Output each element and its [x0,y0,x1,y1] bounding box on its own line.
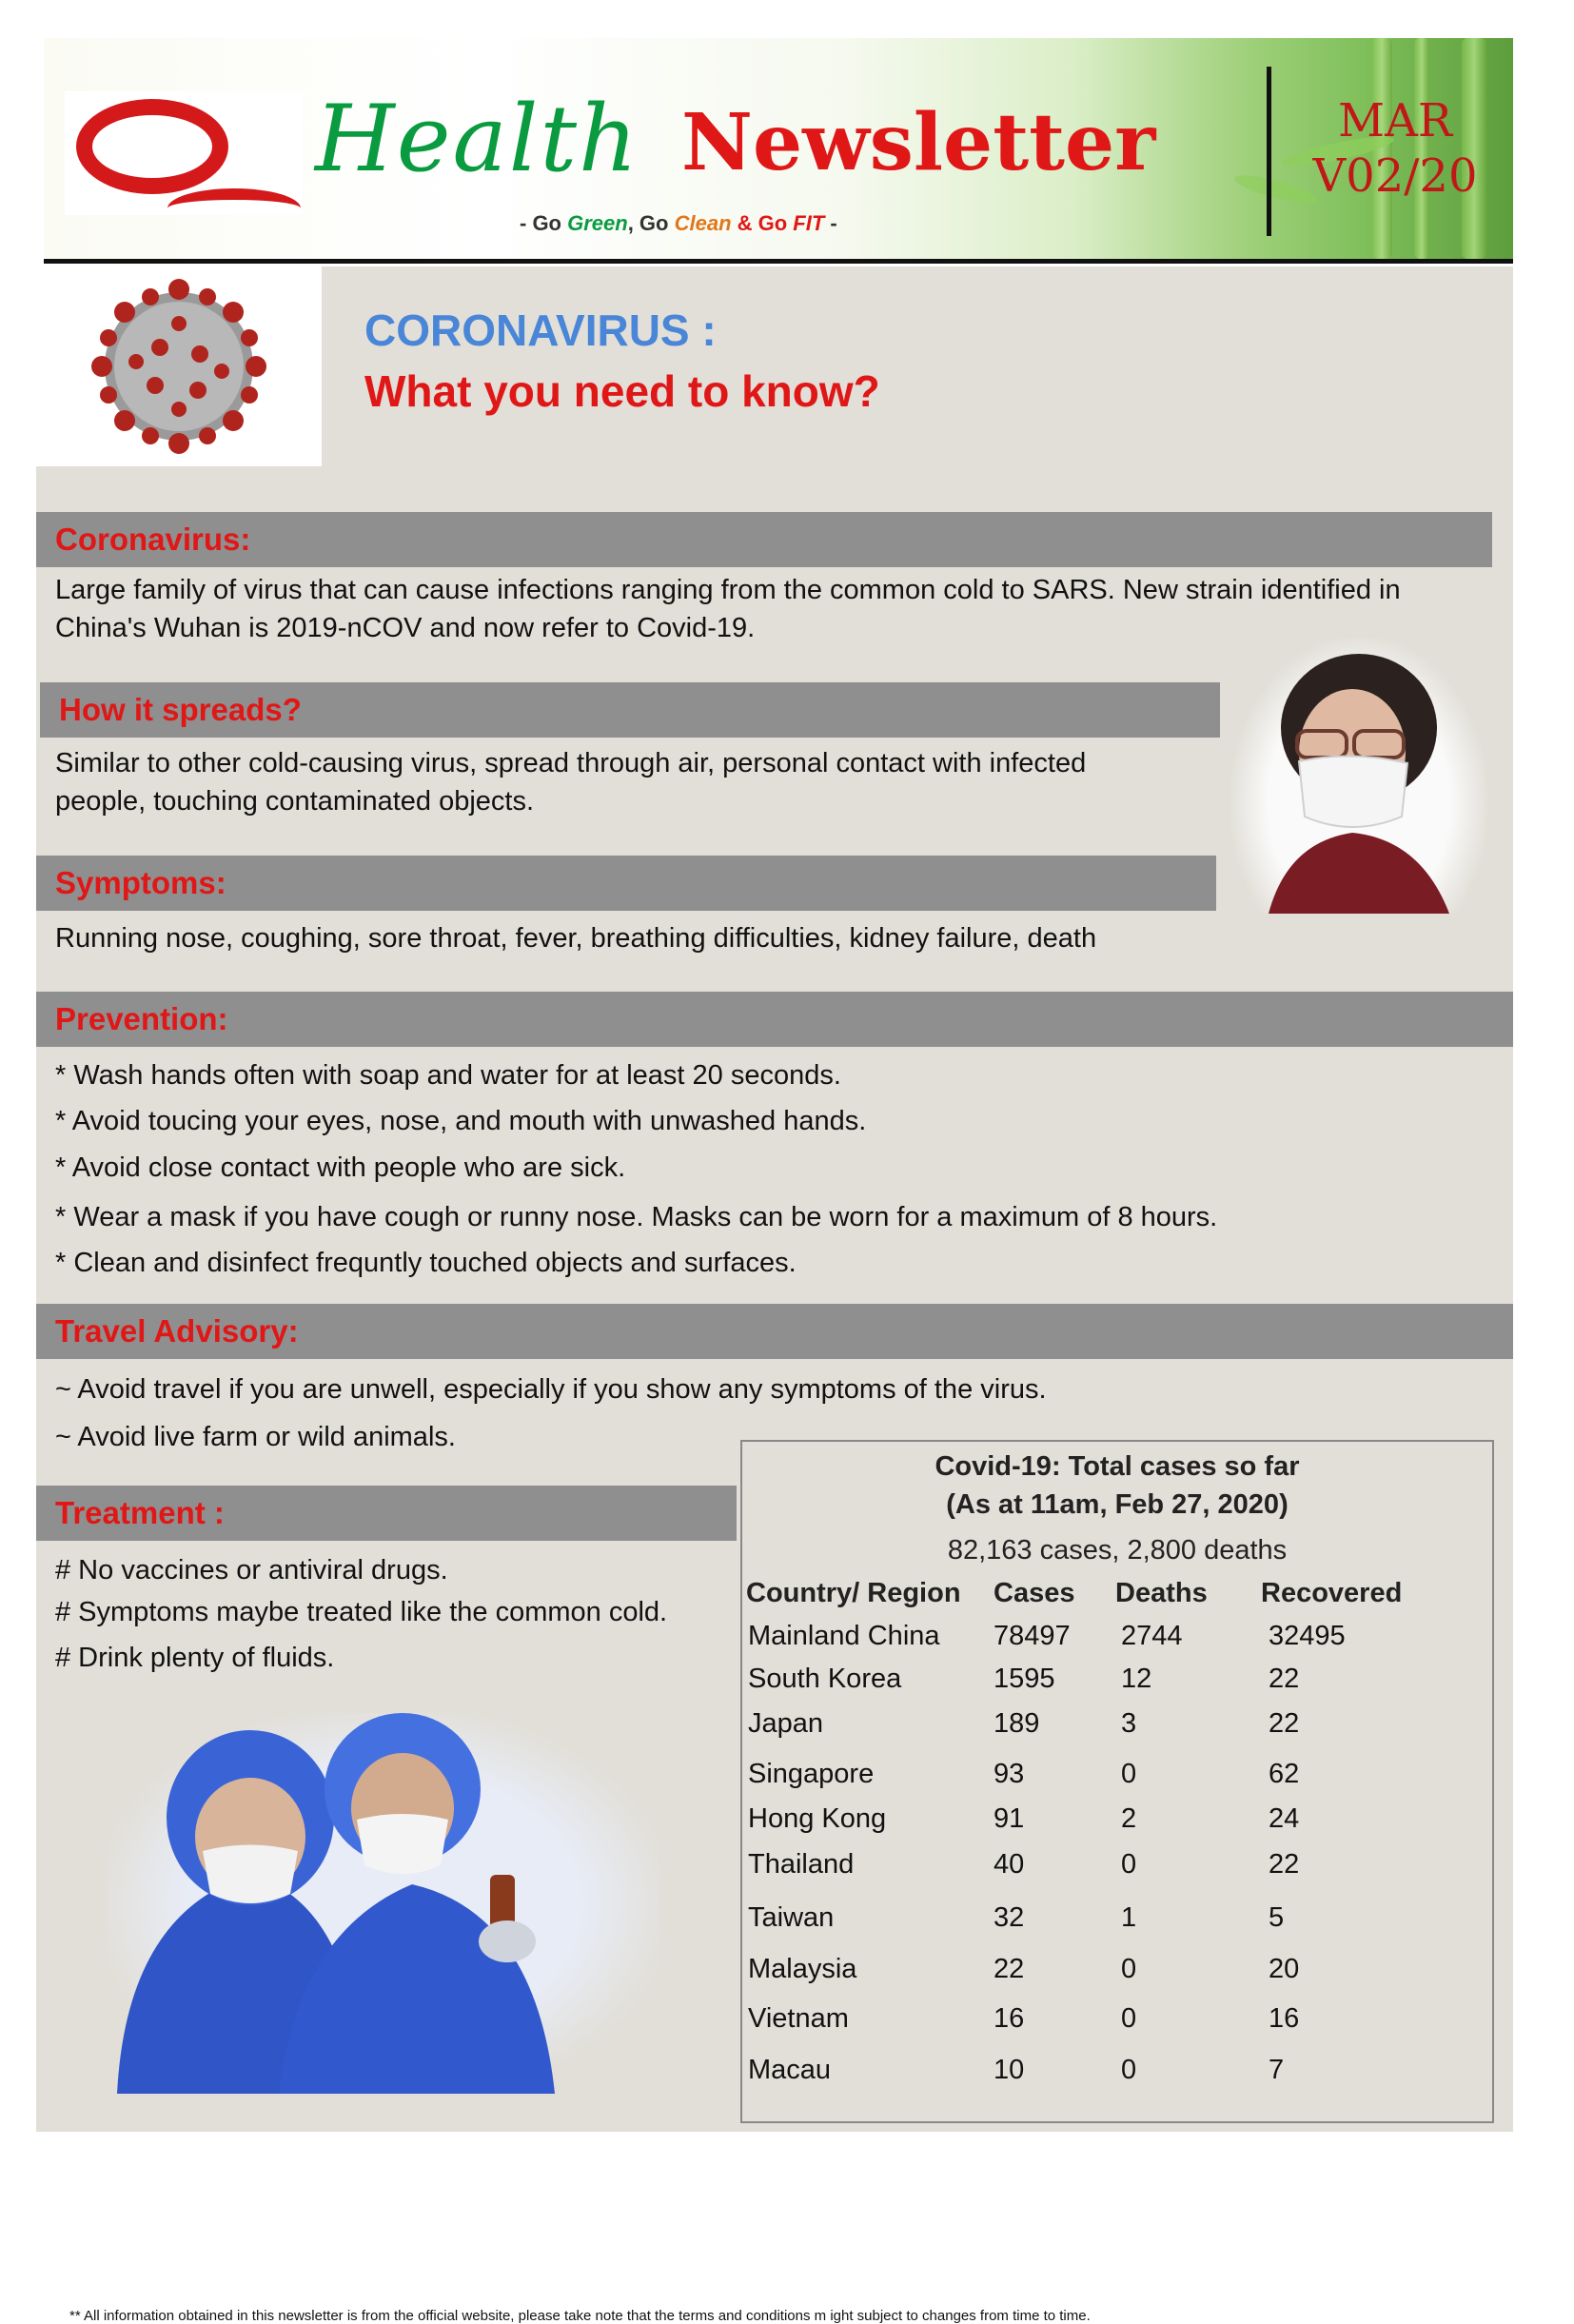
section-title: Treatment : [55,1495,225,1530]
column-header-country: Country/ Region [746,1578,961,1608]
page-subheading: What you need to know? [364,366,880,416]
table-cell-recovered: 62 [1269,1759,1300,1789]
table-cell-country: Malaysia [748,1954,857,1984]
masked-person-illustration [1230,638,1487,914]
table-cell-country: Singapore [748,1759,875,1789]
table-cell-cases: 93 [994,1759,1025,1789]
table-cell-recovered: 24 [1269,1803,1300,1834]
masked-woman-photo [1230,638,1487,914]
issue-label [1309,93,1481,204]
table-cell-deaths: 12 [1121,1664,1152,1694]
table-cell-cases: 40 [994,1849,1025,1880]
table-cell-country: Vietnam [748,2003,849,2034]
health-workers-photo [108,1713,659,2094]
table-cell-recovered: 7 [1269,2055,1285,2085]
table-cell-recovered: 22 [1269,1849,1300,1880]
table-cell-deaths: 0 [1121,1759,1137,1789]
tagline-fit: FIT [793,211,825,235]
covid-stats-table [740,1440,1494,2123]
table-cell-recovered: 22 [1269,1664,1300,1694]
table-cell-country: Thailand [748,1849,855,1880]
stats-asof: (As at 11am, Feb 27, 2020) [946,1489,1289,1520]
column-header-recovered: Recovered [1261,1578,1403,1608]
section-text: Large family of virus that can cause infections ranging from the common cold to SARS. New strain identified in [55,575,1401,605]
masthead [44,38,1513,264]
section-title: Travel Advisory: [55,1313,299,1349]
travel-item: ~ Avoid travel if you are unwell, especially if you show any symptoms of the virus. [55,1374,1047,1405]
table-cell-recovered: 20 [1269,1954,1300,1984]
q-logo-ring [76,99,228,194]
table-cell-cases: 91 [994,1803,1025,1834]
table-cell-deaths: 0 [1121,1954,1137,1984]
column-header-cases: Cases [994,1578,1075,1608]
section-bar-treatment [36,1486,737,1541]
section-bar-prevention [36,992,1513,1047]
table-cell-country: Taiwan [748,1902,835,1933]
content-panel [36,266,1513,2324]
table-cell-country: Hong Kong [748,1803,887,1834]
issue-version: V02/20 [1312,149,1478,203]
section-bar-spreads [40,682,1220,738]
masthead-health-word: Health [315,86,639,192]
masthead-divider [1267,67,1271,236]
section-bar-coronavirus [36,512,1492,567]
table-cell-deaths: 0 [1121,2055,1137,2085]
tagline-part: , Go [627,211,675,235]
coronavirus-image [36,266,322,466]
section-text: China's Wuhan is 2019-nCOV and now refer to Covid-19. [55,613,756,643]
table-cell-country: Mainland China [748,1621,940,1651]
issue-month: MAR [1338,94,1452,148]
prevention-item: * Wear a mask if you have cough or runny nose. Masks can be worn for a maximum of 8 hours. [55,1202,1218,1232]
section-title: Symptoms: [55,865,226,900]
tagline-clean: Clean [674,211,732,235]
prevention-item: * Avoid close contact with people who are sick. [55,1152,626,1183]
table-cell-recovered: 16 [1269,2003,1300,2034]
table-cell-deaths: 2744 [1121,1621,1183,1651]
table-cell-deaths: 3 [1121,1708,1137,1739]
column-header-deaths: Deaths [1115,1578,1208,1608]
section-bar-symptoms [36,856,1216,911]
table-cell-cases: 16 [994,2003,1025,2034]
virus-illustration [36,266,322,466]
table-cell-country: South Korea [748,1664,902,1694]
tagline-part: & Go [731,211,794,235]
table-cell-recovered: 5 [1269,1902,1285,1933]
table-cell-recovered: 22 [1269,1708,1300,1739]
table-cell-cases: 1595 [994,1664,1055,1694]
stats-title: Covid-19: Total cases so far [935,1451,1300,1482]
table-cell-country: Macau [748,2055,832,2085]
section-title: Prevention: [55,1001,228,1036]
page-heading: CORONAVIRUS : [364,305,717,355]
masthead-title: Newsletter [681,97,1156,188]
table-cell-cases: 22 [994,1954,1025,1984]
health-workers-illustration [108,1713,659,2094]
table-cell-cases: 10 [994,2055,1025,2085]
newsletter-page [36,38,1513,2324]
section-text: people, touching contaminated objects. [55,786,535,817]
treatment-item: # Drink plenty of fluids. [55,1643,335,1673]
treatment-item: # Symptoms maybe treated like the common cold. [55,1597,668,1627]
disclaimer-footer: ** All information obtained in this newsletter is from the official website, please take note that the terms and conditions m ight subject to changes from time to time. [69,2308,1091,2324]
section-bar-travel [36,1304,1513,1359]
section-text: Similar to other cold-causing virus, spread through air, personal contact with infected [55,748,1087,778]
section-title: How it spreads? [59,692,302,727]
stats-summary: 82,163 cases, 2,800 deaths [947,1535,1288,1566]
masthead-tagline [520,211,837,236]
q-logo-tail [167,188,301,228]
prevention-item: * Clean and disinfect frequntly touched objects and surfaces. [55,1248,797,1278]
table-cell-deaths: 1 [1121,1902,1137,1933]
table-cell-recovered: 32495 [1269,1621,1346,1651]
prevention-item: * Wash hands often with soap and water for at least 20 seconds. [55,1060,841,1091]
section-text: Running nose, coughing, sore throat, fever, breathing difficulties, kidney failure, death [55,923,1097,954]
treatment-item: # No vaccines or antiviral drugs. [55,1555,448,1585]
leaf-decoration [1232,170,1320,209]
prevention-item: * Avoid toucing your eyes, nose, and mouth with unwashed hands. [55,1106,867,1136]
table-cell-country: Japan [748,1708,824,1739]
table-cell-cases: 78497 [994,1621,1071,1651]
table-cell-cases: 189 [994,1708,1040,1739]
table-cell-cases: 32 [994,1902,1025,1933]
tagline-part: - Go [520,211,568,235]
table-cell-deaths: 2 [1121,1803,1137,1834]
tagline-part: - [824,211,837,235]
table-cell-deaths: 0 [1121,1849,1137,1880]
tagline-green: Green [567,211,628,235]
q-logo [65,91,303,215]
travel-item: ~ Avoid live farm or wild animals. [55,1422,456,1452]
table-cell-deaths: 0 [1121,2003,1137,2034]
section-title: Coronavirus: [55,522,251,557]
